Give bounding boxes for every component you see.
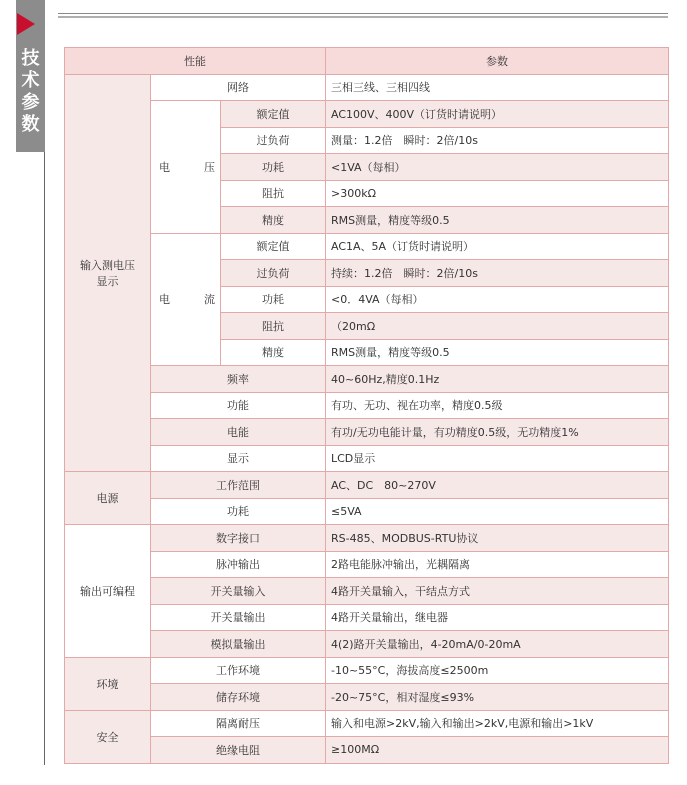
row-value: <0．4VA（每相） (326, 286, 669, 313)
row-label: 精度 (221, 339, 326, 366)
row-label: 隔离耐压 (151, 710, 326, 737)
header-performance: 性能 (65, 48, 326, 75)
group-current (151, 233, 221, 366)
row-label: 功耗 (221, 154, 326, 181)
table-row (65, 737, 669, 764)
group-env: 环境 (65, 657, 151, 710)
row-value: 4路开关量输入，干结点方式 (326, 578, 669, 605)
table-row (65, 233, 669, 260)
table-row (65, 392, 669, 419)
row-value: LCD显示 (326, 445, 669, 472)
table-row (65, 657, 669, 684)
table-row (65, 710, 669, 737)
row-value: 4路开关量输出，继电器 (326, 604, 669, 631)
table-row (65, 472, 669, 499)
row-value: >300kΩ (326, 180, 669, 207)
row-value: <1VA（每相） (326, 154, 669, 181)
row-label: 电能 (151, 419, 326, 446)
section-title (16, 48, 45, 136)
row-value: 有功、无功、视在功率，精度0.5级 (326, 392, 669, 419)
table-row (65, 74, 669, 101)
table-row (65, 578, 669, 605)
row-value: 三相三线、三相四线 (326, 74, 669, 101)
row-label: 精度 (221, 207, 326, 234)
group-input-line: 输入测电压 (80, 258, 135, 272)
row-label: 绝缘电阻 (151, 737, 326, 764)
row-value: AC1A、5A（订货时请说明） (326, 233, 669, 260)
top-divider (58, 13, 668, 14)
table-row (65, 551, 669, 578)
group-current-char: 流 (204, 293, 215, 307)
section-title-char: 技 (21, 48, 40, 69)
row-label: 网络 (151, 74, 326, 101)
row-value: -10~55°C，海拔高度≤2500m (326, 657, 669, 684)
table-row (65, 445, 669, 472)
row-label: 工作环境 (151, 657, 326, 684)
table-row (65, 525, 669, 552)
row-value: ≤5VA (326, 498, 669, 525)
row-value: 输入和电源>2kV,输入和输出>2kV,电源和输出>1kV (326, 710, 669, 737)
group-output: 输出可编程 (65, 525, 151, 658)
row-label: 模拟量输出 (151, 631, 326, 658)
section-title-char: 数 (21, 114, 40, 135)
group-input (65, 74, 151, 472)
group-current-char: 电 (159, 293, 170, 307)
row-value: 有功/无功电能计量，有功精度0.5级，无功精度1% (326, 419, 669, 446)
row-label: 开关量输出 (151, 604, 326, 631)
table-row (65, 498, 669, 525)
row-value: 2路电能脉冲输出，光耦隔离 (326, 551, 669, 578)
top-divider (58, 16, 668, 18)
row-label: 数字接口 (151, 525, 326, 552)
row-label: 额定值 (221, 233, 326, 260)
row-value: ≥100MΩ (326, 737, 669, 764)
row-value: 持续：1.2倍 瞬时：2倍/10s (326, 260, 669, 287)
row-value: 4(2)路开关量输出，4-20mA/0-20mA (326, 631, 669, 658)
row-value: 测量：1.2倍 瞬时：2倍/10s (326, 127, 669, 154)
group-input-line: 显示 (96, 274, 119, 288)
group-voltage (151, 101, 221, 234)
row-label: 储存环境 (151, 684, 326, 711)
group-voltage-char: 电 (159, 160, 170, 174)
row-label: 阻抗 (221, 313, 326, 340)
header-parameters: 参数 (326, 48, 669, 75)
row-value: AC100V、400V（订货时请说明） (326, 101, 669, 128)
row-value: 40~60Hz,精度0.1Hz (326, 366, 669, 393)
table-row (65, 684, 669, 711)
row-label: 开关量输入 (151, 578, 326, 605)
group-safety: 安全 (65, 710, 151, 763)
row-label: 功能 (151, 392, 326, 419)
row-label: 过负荷 (221, 260, 326, 287)
table-row (65, 366, 669, 393)
group-power: 电源 (65, 472, 151, 525)
row-label: 工作范围 (151, 472, 326, 499)
sidebar-line (44, 152, 45, 765)
spec-table (64, 47, 669, 764)
row-label: 脉冲输出 (151, 551, 326, 578)
row-value: RMS测量，精度等级0.5 (326, 339, 669, 366)
table-row (65, 419, 669, 446)
row-label: 额定值 (221, 101, 326, 128)
row-value: RS-485、MODBUS-RTU协议 (326, 525, 669, 552)
section-title-char: 参 (21, 92, 40, 113)
row-label: 功耗 (221, 286, 326, 313)
row-value: AC、DC 80~270V (326, 472, 669, 499)
row-value: （20mΩ (326, 313, 669, 340)
row-value: -20~75°C，相对湿度≤93% (326, 684, 669, 711)
row-value: RMS测量，精度等级0.5 (326, 207, 669, 234)
table-header-row (65, 48, 669, 75)
row-label: 阻抗 (221, 180, 326, 207)
section-title-char: 术 (21, 70, 40, 91)
row-label: 频率 (151, 366, 326, 393)
table-row (65, 631, 669, 658)
play-triangle-icon (17, 13, 35, 35)
row-label: 过负荷 (221, 127, 326, 154)
row-label: 功耗 (151, 498, 326, 525)
group-voltage-char: 压 (204, 160, 215, 174)
table-row (65, 101, 669, 128)
table-row (65, 604, 669, 631)
row-label: 显示 (151, 445, 326, 472)
